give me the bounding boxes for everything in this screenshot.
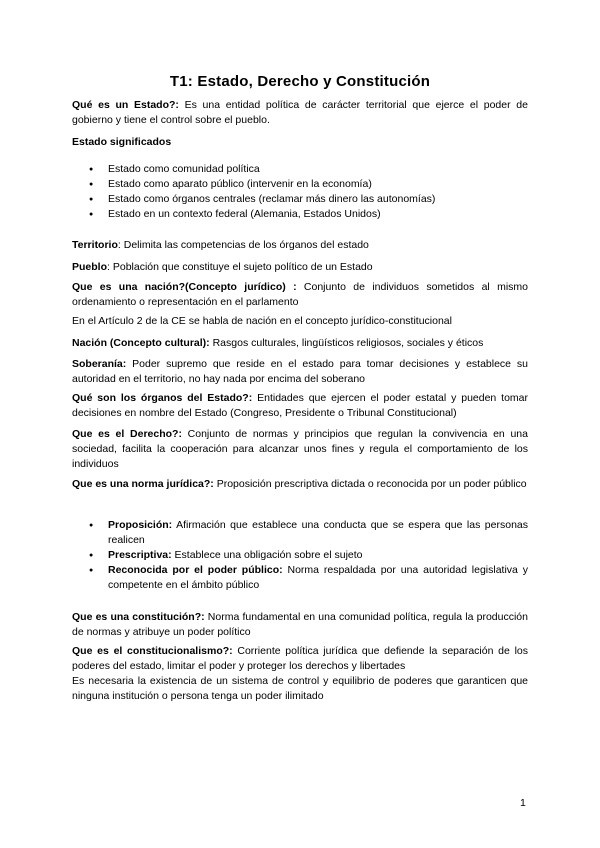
list-norma xyxy=(72,518,528,593)
list-item-term: Proposición: xyxy=(108,519,173,531)
term-pueblo: Pueblo xyxy=(72,261,108,273)
term-constitucion: Que es una constitución?: xyxy=(72,611,205,623)
term-nacion: Que es una nación?(Concepto jurídico) : xyxy=(72,281,297,293)
text-constitucion: Norma fundamental en una comunidad política, regula la producción de normas y atribuye un poder político xyxy=(72,611,528,638)
list-item: ● Estado como aparato público (intervenir en la economía) xyxy=(72,177,528,192)
text-derecho: Conjunto de normas y principios que regulan la convivencia en una sociedad, facilita la cooperación para alcanzar unos fines y regula el comportamiento de los individuos xyxy=(72,428,528,470)
list-item-text: Norma respaldada por una autoridad legislativa y competente en el ámbito público xyxy=(108,564,528,591)
term-estado: Qué es un Estado?: xyxy=(72,99,179,111)
text-constitucionalismo-extra: Es necesaria la existencia de un sistema de control y equilibrio de poderes que garanticen que ninguna institución o persona tenga un poder ilimitado xyxy=(72,675,528,702)
definition-constitucion xyxy=(72,610,528,640)
term-territorio: Territorio xyxy=(72,239,118,251)
list-item xyxy=(72,548,528,563)
term-organos: Qué son los órganos del Estado?: xyxy=(72,392,253,404)
definition-nacion-cultural xyxy=(72,336,528,351)
list-significados xyxy=(72,162,528,222)
text-pueblo: : Población que constituye el sujeto político de un Estado xyxy=(107,261,373,273)
definition-constitucionalismo xyxy=(72,644,528,704)
definition-nacion xyxy=(72,280,528,310)
list-item-term: Prescriptiva: xyxy=(108,549,172,561)
definition-organos xyxy=(72,391,528,421)
text-nacion: Conjunto de individuos sometidos al mismo ordenamiento o representación en el parlamento xyxy=(72,281,528,308)
definition-derecho xyxy=(72,427,528,472)
text-organos: Entidades que ejercen el poder estatal y pueden tomar decisiones en nombre del Estado (Congreso, Presidente o Tribunal Constitucional) xyxy=(72,392,528,419)
definition-estado xyxy=(72,98,528,128)
definition-territorio xyxy=(72,238,528,253)
term-nacion-cultural: Nación (Concepto cultural): xyxy=(72,337,210,349)
heading-significados xyxy=(72,135,528,150)
page-title: T1: Estado, Derecho y Constitución xyxy=(169,73,431,90)
definition-pueblo xyxy=(72,260,528,275)
text-constitucionalismo: Corriente política jurídica que defiende la separación de los poderes del estado, limitar el poder y proteger los derechos y libertades xyxy=(72,645,528,672)
text-estado: Es una entidad política de carácter territorial que ejerce el poder de gobierno y tiene el control sobre el pueblo. xyxy=(72,99,528,126)
heading-significados-text: Estado significados xyxy=(72,136,172,148)
term-constitucionalismo: Que es el constitucionalismo?: xyxy=(72,645,233,657)
text-norma: Proposición prescriptiva dictada o reconocida por un poder público xyxy=(213,478,527,490)
text-soberania: Poder supremo que reside en el estado para tomar decisiones y establece su autoridad en el territorio, no hay nada por encima del soberano xyxy=(72,358,528,385)
articulo-note: En el Artículo 2 de la CE se habla de nación en el concepto jurídico-constitucional xyxy=(72,315,452,327)
text-territorio: : Delimita las competencias de los órganos del estado xyxy=(117,239,369,251)
definition-norma xyxy=(72,477,528,492)
text-nacion-cultural: Rasgos culturales, lingüísticos religiosos, sociales y éticos xyxy=(209,337,484,349)
list-item-text: Afirmación que establece una conducta que se espera que las personas realicen xyxy=(108,519,528,546)
list-item: ● Estado en un contexto federal (Alemania, Estados Unidos) xyxy=(72,207,528,222)
list-item: ● Estado como órganos centrales (reclamar más dinero las autonomías) xyxy=(72,192,528,207)
list-item xyxy=(72,563,528,593)
term-soberania: Soberanía: xyxy=(72,358,127,370)
page-number: 1 xyxy=(520,797,526,809)
list-item xyxy=(72,518,528,548)
definition-soberania xyxy=(72,357,528,387)
term-norma: Que es una norma jurídica?: xyxy=(72,478,214,490)
term-derecho: Que es el Derecho?: xyxy=(72,428,182,440)
list-item: ● Estado como comunidad política xyxy=(72,162,528,177)
list-item-text: Establece una obligación sobre el sujeto xyxy=(171,549,363,561)
list-item-term: Reconocida por el poder público: xyxy=(108,564,283,576)
